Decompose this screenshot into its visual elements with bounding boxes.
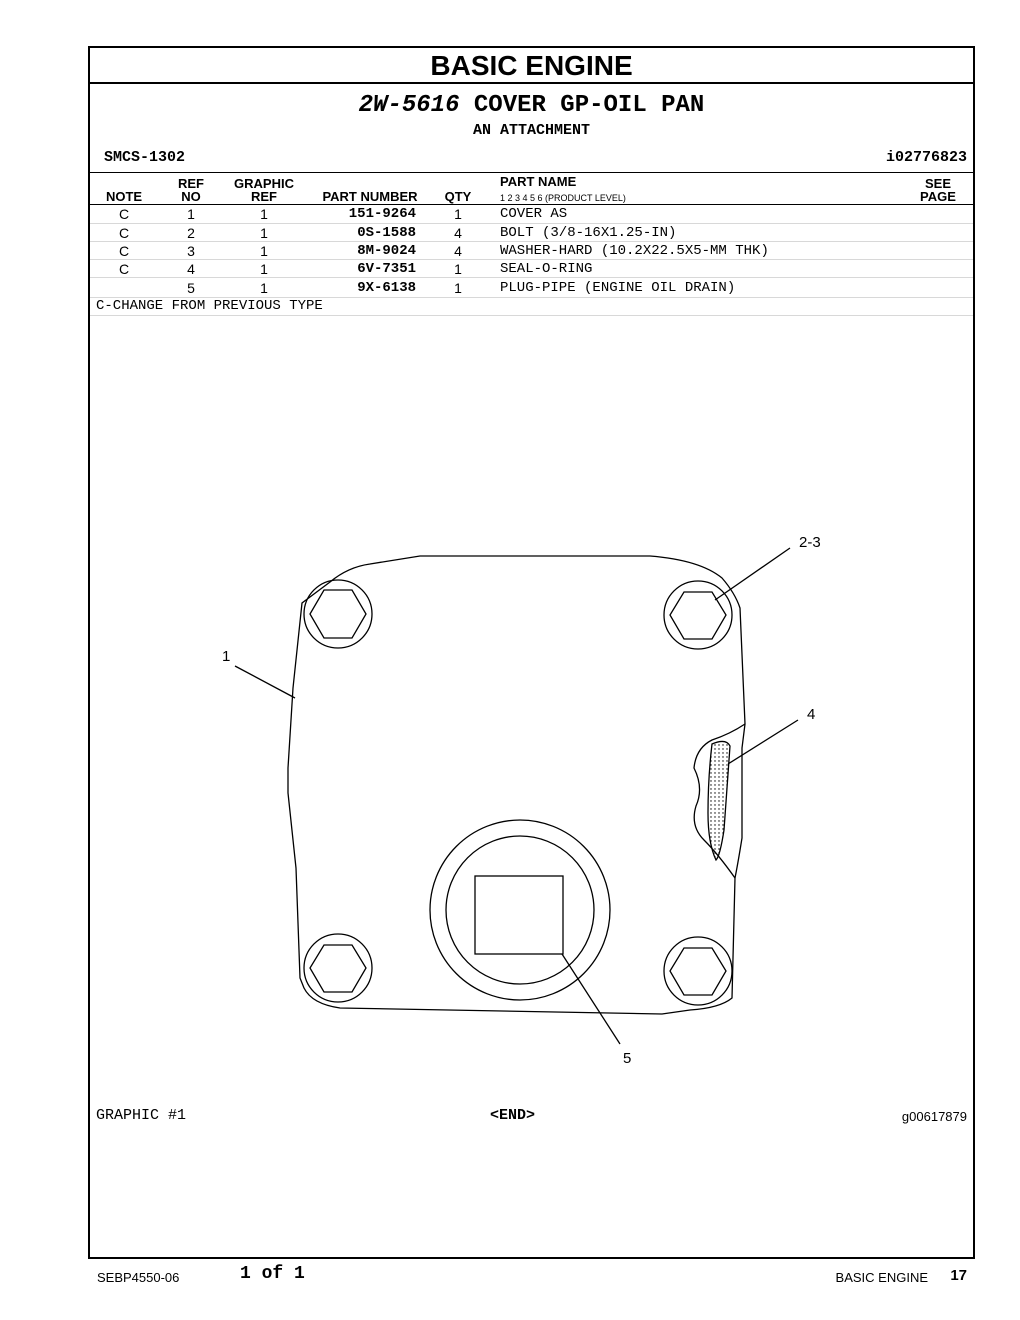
row-note: C (118, 261, 130, 277)
callout-1: 1 (222, 648, 231, 665)
drain-boss-inner (446, 836, 594, 984)
graphic-label: GRAPHIC #1 (96, 1107, 187, 1124)
col-graphic-top: GRAPHIC (234, 176, 294, 191)
leader-line (235, 666, 295, 698)
footer-section: BASIC ENGINE (835, 1270, 928, 1285)
col-product-levels: 1 2 3 4 5 6 (PRODUCT LEVEL) (500, 193, 626, 203)
exploded-view-drawing (90, 48, 973, 1148)
row-qty: 4 (454, 225, 462, 241)
row-note: C (118, 225, 130, 241)
row-ref: 5 (187, 280, 195, 296)
col-qty: QTY (444, 189, 472, 204)
group-type: AN ATTACHMENT (472, 122, 591, 139)
row-part-name: BOLT (3/8-16X1.25-IN) (500, 225, 677, 241)
group-name: COVER GP-OIL PAN (473, 92, 705, 119)
col-ref-bottom: NO (181, 189, 201, 204)
row-part-number: 0S-1588 (357, 225, 416, 241)
row-part-name: PLUG-PIPE (ENGINE OIL DRAIN) (500, 280, 736, 296)
row-ref: 3 (187, 243, 195, 259)
leader-line (715, 548, 790, 600)
col-see-top: SEE (924, 176, 951, 191)
row-ref: 1 (187, 206, 195, 222)
col-graphic-bottom: REF (251, 189, 277, 204)
row-part-name: WASHER-HARD (10.2X22.5X5-MM THK) (500, 243, 769, 259)
row-part-number: 6V-7351 (357, 261, 416, 277)
row-qty: 1 (454, 206, 462, 222)
end-label: <END> (490, 1107, 536, 1124)
row-graphic-ref: 1 (260, 225, 268, 241)
col-part-name: PART NAME (500, 174, 577, 189)
leader-line (728, 720, 798, 764)
row-qty: 4 (454, 243, 462, 259)
row-note: C (118, 243, 130, 259)
col-part-number: PART NUMBER (322, 189, 418, 204)
row-note: C (118, 206, 130, 222)
row-graphic-ref: 1 (260, 206, 268, 222)
col-ref-top: REF (178, 176, 204, 191)
callout-2-3: 2-3 (799, 534, 821, 551)
row-graphic-ref: 1 (260, 280, 268, 296)
footer-page-of: 1 of 1 (240, 1264, 305, 1284)
row-part-number: 151-9264 (348, 206, 416, 222)
drain-plug (475, 876, 563, 954)
row-qty: 1 (454, 280, 462, 296)
bolt-head (310, 590, 366, 638)
note-legend: C-CHANGE FROM PREVIOUS TYPE (96, 298, 323, 314)
row-part-name: COVER AS (500, 206, 568, 222)
bolt-head (670, 592, 726, 639)
bolt-head (670, 948, 726, 995)
illustration-id: i02776823 (885, 149, 967, 166)
col-see-bottom: PAGE (920, 189, 956, 204)
group-part-number: 2W-5616 (358, 92, 460, 119)
footer-page-number: 17 (950, 1267, 967, 1284)
row-part-number: 9X-6138 (357, 280, 416, 296)
callout-4: 4 (807, 706, 816, 723)
section-title: BASIC ENGINE (90, 48, 973, 84)
smcs-code: SMCS-1302 (104, 149, 186, 166)
row-graphic-ref: 1 (260, 243, 268, 259)
row-ref: 4 (187, 261, 195, 277)
callout-5: 5 (623, 1050, 632, 1067)
row-ref: 2 (187, 225, 195, 241)
row-graphic-ref: 1 (260, 261, 268, 277)
page-frame (88, 46, 975, 1259)
bolt-head (310, 945, 366, 992)
row-part-name: SEAL-O-RING (500, 261, 593, 277)
row-part-number: 8M-9024 (357, 243, 416, 259)
footer-doc-number: SEBP4550-06 (97, 1270, 180, 1285)
graphic-id: g00617879 (901, 1109, 967, 1124)
row-qty: 1 (454, 261, 462, 277)
col-note: NOTE (105, 189, 143, 204)
drain-boss-outer (430, 820, 610, 1000)
leader-line (562, 954, 620, 1044)
oring-seal (708, 741, 730, 860)
